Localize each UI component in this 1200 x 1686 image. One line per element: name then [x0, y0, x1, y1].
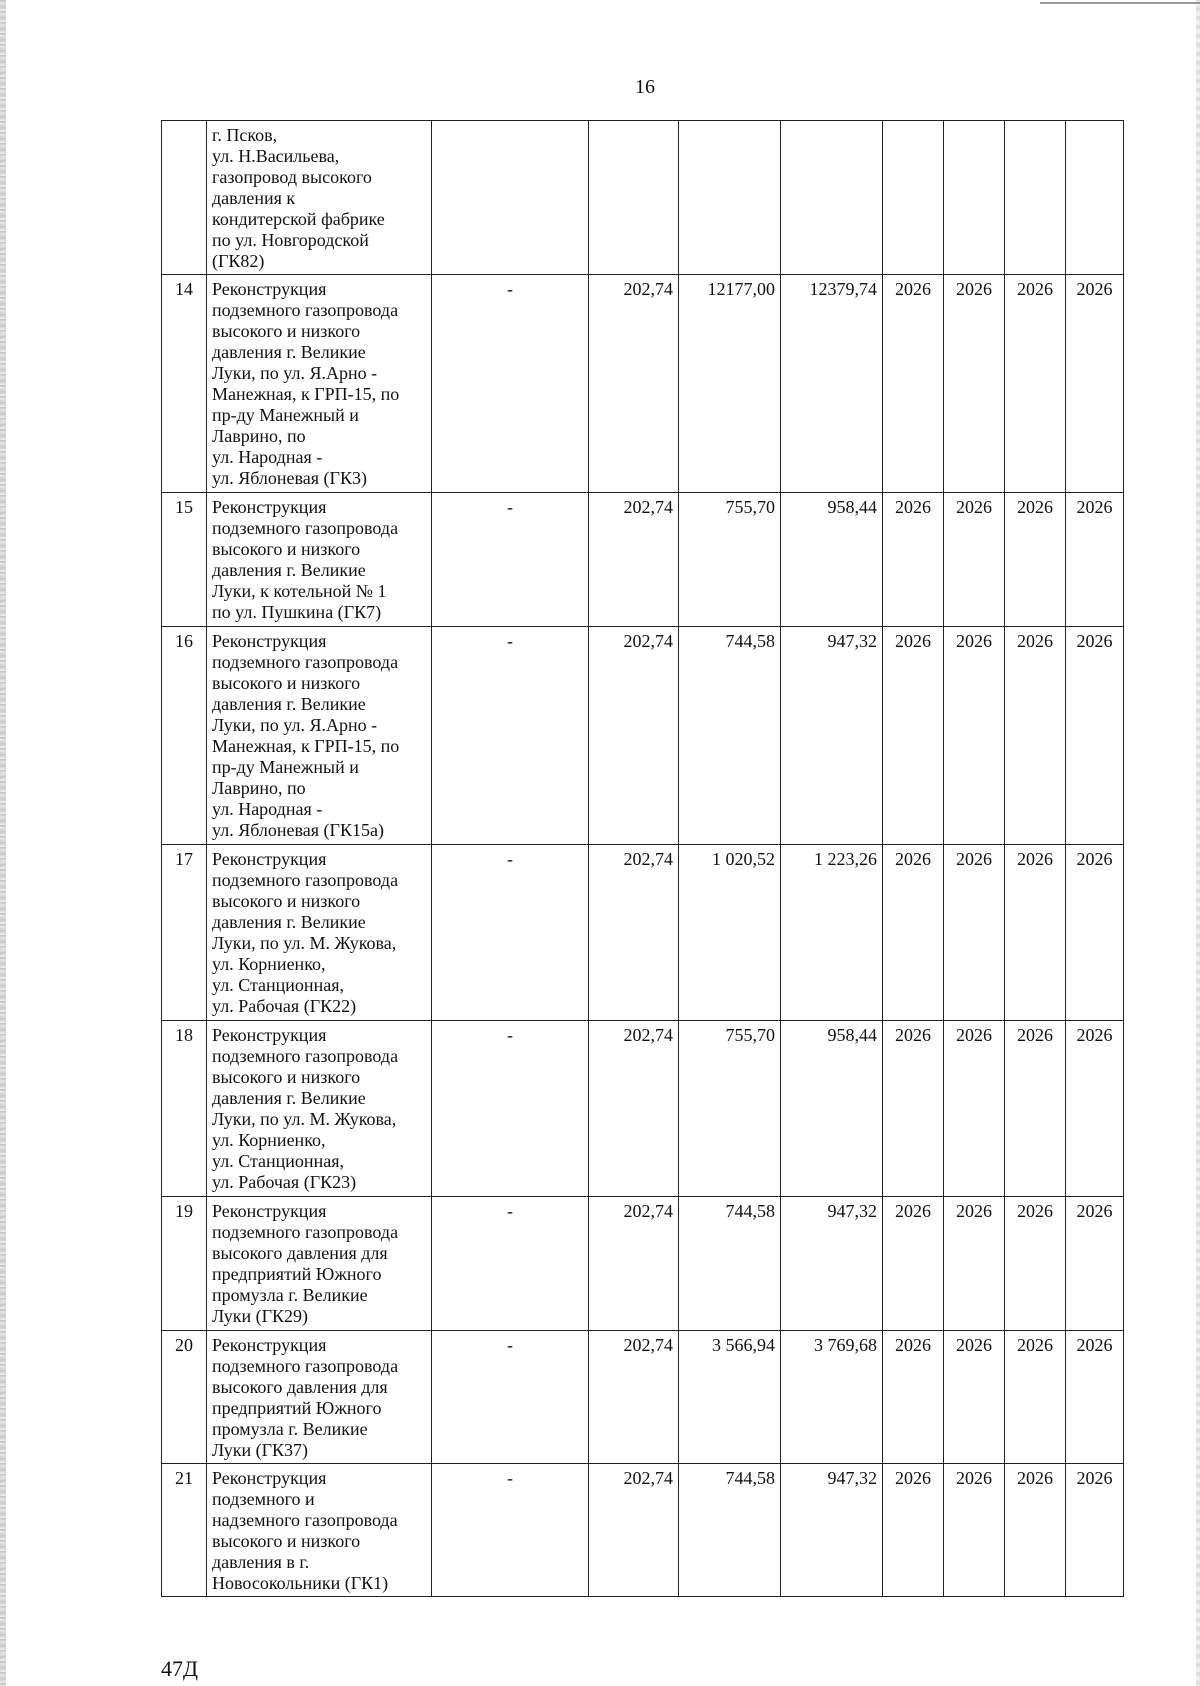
object-name-cell	[207, 845, 432, 1021]
object-name-line: высокого и низкого	[212, 673, 361, 693]
year-cell-1: 2026	[883, 275, 944, 493]
table-row	[162, 493, 1124, 627]
object-name-line: Реконструкция	[212, 279, 327, 299]
row-number-cell: 16	[162, 627, 207, 845]
object-name-line: Луки, к котельной № 1	[212, 581, 387, 601]
year-cell-1: 2026	[883, 1464, 944, 1597]
object-name-line: давления г. Великие	[212, 912, 366, 932]
scan-right-edge	[1196, 0, 1200, 1686]
year-cell-2: 2026	[944, 1464, 1005, 1597]
row-number-cell: 14	[162, 275, 207, 493]
gas-pipeline-table	[161, 120, 1124, 1597]
object-name-cell	[207, 121, 432, 275]
dash-cell: -	[432, 845, 589, 1021]
object-name-line: высокого и низкого	[212, 1067, 361, 1087]
object-name-line: ул. Рабочая (ГК23)	[212, 1172, 357, 1192]
object-name-line: ул. Народная -	[212, 799, 323, 819]
object-name-line: Реконструкция	[212, 1025, 327, 1045]
year-cell-4: 2026	[1066, 493, 1124, 627]
year-cell-1: 2026	[883, 1331, 944, 1464]
object-name-line: подземного и	[212, 1489, 315, 1509]
year-cell-3: 2026	[1005, 1021, 1066, 1197]
value-cell-2: 12177,00	[679, 275, 781, 493]
year-cell-1	[883, 121, 944, 275]
object-name-line: предприятий Южного	[212, 1264, 382, 1284]
dash-cell: -	[432, 275, 589, 493]
year-cell-2: 2026	[944, 627, 1005, 845]
year-cell-4: 2026	[1066, 1331, 1124, 1464]
year-cell-1: 2026	[883, 1197, 944, 1331]
dash-cell: -	[432, 1464, 589, 1597]
year-cell-4: 2026	[1066, 845, 1124, 1021]
object-name-line: подземного газопровода	[212, 1046, 399, 1066]
row-number-cell: 17	[162, 845, 207, 1021]
object-name-line: ул. Народная -	[212, 447, 323, 467]
object-name-line: (ГК82)	[212, 251, 265, 271]
dash-cell: -	[432, 627, 589, 845]
object-name-line: давления г. Великие	[212, 560, 366, 580]
object-name-line: давления в г.	[212, 1552, 310, 1572]
object-name-line: Реконструкция	[212, 631, 327, 651]
object-name-line: подземного газопровода	[212, 1356, 399, 1376]
year-cell-2: 2026	[944, 493, 1005, 627]
value-cell-2: 1 020,52	[679, 845, 781, 1021]
table-row	[162, 1021, 1124, 1197]
object-name-cell	[207, 1464, 432, 1597]
table-row	[162, 1464, 1124, 1597]
year-cell-3: 2026	[1005, 275, 1066, 493]
object-name-line: Луки, по ул. М. Жукова,	[212, 1109, 397, 1129]
year-cell-4: 2026	[1066, 1464, 1124, 1597]
dash-cell: -	[432, 1197, 589, 1331]
object-name-line: Луки, по ул. Я.Арно -	[212, 715, 378, 735]
object-name-line: ул. Корниенко,	[212, 1130, 326, 1150]
object-name-cell	[207, 1021, 432, 1197]
table-row	[162, 1331, 1124, 1464]
object-name-line: давления г. Великие	[212, 694, 366, 714]
year-cell-2: 2026	[944, 1331, 1005, 1464]
object-name-line: промузла г. Великие	[212, 1419, 368, 1439]
object-name-line: давления к	[212, 188, 296, 208]
value-total-cell: 12379,74	[781, 275, 883, 493]
object-name-line: подземного газопровода	[212, 518, 399, 538]
value-cell-1: 202,74	[589, 1331, 679, 1464]
object-name-line: Луки (ГК37)	[212, 1440, 309, 1460]
value-cell-2: 755,70	[679, 493, 781, 627]
value-cell-1: 202,74	[589, 1464, 679, 1597]
year-cell-3: 2026	[1005, 1464, 1066, 1597]
object-name-line: высокого давления для	[212, 1377, 388, 1397]
value-cell-1: 202,74	[589, 493, 679, 627]
year-cell-1: 2026	[883, 845, 944, 1021]
object-name-line: высокого и низкого	[212, 539, 361, 559]
dash-cell: -	[432, 1331, 589, 1464]
object-name-line: подземного газопровода	[212, 870, 399, 890]
object-name-line: Лаврино, по	[212, 426, 306, 446]
value-total-cell	[781, 121, 883, 275]
value-total-cell: 947,32	[781, 1464, 883, 1597]
table-row	[162, 627, 1124, 845]
object-name-cell	[207, 275, 432, 493]
object-name-line: ул. Н.Васильева,	[212, 146, 340, 166]
object-name-line: газопровод высокого	[212, 167, 372, 187]
dash-cell: -	[432, 493, 589, 627]
row-number-cell: 18	[162, 1021, 207, 1197]
object-name-line: Луки, по ул. М. Жукова,	[212, 933, 397, 953]
year-cell-3: 2026	[1005, 1197, 1066, 1331]
value-cell-2	[679, 121, 781, 275]
object-name-line: Реконструкция	[212, 1468, 327, 1488]
year-cell-2	[944, 121, 1005, 275]
year-cell-1: 2026	[883, 627, 944, 845]
value-cell-2: 744,58	[679, 1464, 781, 1597]
object-name-line: пр-ду Манежный и	[212, 405, 359, 425]
object-name-line: Новосокольники (ГК1)	[212, 1573, 389, 1593]
value-cell-1: 202,74	[589, 1197, 679, 1331]
year-cell-2: 2026	[944, 845, 1005, 1021]
object-name-line: ул. Яблоневая (ГК3)	[212, 468, 367, 488]
object-name-line: ул. Рабочая (ГК22)	[212, 996, 357, 1016]
object-name-line: подземного газопровода	[212, 1222, 399, 1242]
year-cell-2: 2026	[944, 1021, 1005, 1197]
value-total-cell: 958,44	[781, 1021, 883, 1197]
value-total-cell: 1 223,26	[781, 845, 883, 1021]
value-total-cell: 3 769,68	[781, 1331, 883, 1464]
object-name-line: по ул. Пушкина (ГК7)	[212, 602, 382, 622]
object-name-line: Луки, по ул. Я.Арно -	[212, 363, 378, 383]
object-name-line: высокого и низкого	[212, 321, 361, 341]
year-cell-1: 2026	[883, 493, 944, 627]
object-name-line: пр-ду Манежный и	[212, 757, 359, 777]
object-name-line: предприятий Южного	[212, 1398, 382, 1418]
row-number-cell: 19	[162, 1197, 207, 1331]
object-name-line: давления г. Великие	[212, 342, 366, 362]
value-cell-2: 755,70	[679, 1021, 781, 1197]
year-cell-3: 2026	[1005, 845, 1066, 1021]
year-cell-1: 2026	[883, 1021, 944, 1197]
object-name-line: высокого и низкого	[212, 891, 361, 911]
value-cell-1	[589, 121, 679, 275]
year-cell-4: 2026	[1066, 627, 1124, 845]
object-name-cell	[207, 493, 432, 627]
object-name-line: давления г. Великие	[212, 1088, 366, 1108]
object-name-line: Реконструкция	[212, 1335, 327, 1355]
object-name-line: надземного газопровода	[212, 1510, 398, 1530]
object-name-line: Луки (ГК29)	[212, 1306, 309, 1326]
object-name-line: г. Псков,	[212, 125, 278, 145]
year-cell-3: 2026	[1005, 493, 1066, 627]
table-row	[162, 1197, 1124, 1331]
object-name-line: промузла г. Великие	[212, 1285, 368, 1305]
object-name-line: Манежная, к ГРП-15, по	[212, 384, 400, 404]
year-cell-2: 2026	[944, 275, 1005, 493]
object-name-line: Реконструкция	[212, 497, 327, 517]
row-number-cell: 20	[162, 1331, 207, 1464]
object-name-line: по ул. Новгородской	[212, 230, 369, 250]
dash-cell	[432, 121, 589, 275]
value-cell-1: 202,74	[589, 1021, 679, 1197]
object-name-line: ул. Станционная,	[212, 1151, 344, 1171]
year-cell-3	[1005, 121, 1066, 275]
value-cell-2: 744,58	[679, 1197, 781, 1331]
object-name-line: подземного газопровода	[212, 300, 399, 320]
value-cell-2: 744,58	[679, 627, 781, 845]
object-name-line: Реконструкция	[212, 849, 327, 869]
object-name-line: Реконструкция	[212, 1201, 327, 1221]
year-cell-4: 2026	[1066, 1197, 1124, 1331]
object-name-line: подземного газопровода	[212, 652, 399, 672]
object-name-line: ул. Яблоневая (ГК15а)	[212, 820, 384, 840]
footer-code: 47Д	[161, 1656, 199, 1681]
table-row	[162, 275, 1124, 493]
value-cell-1: 202,74	[589, 845, 679, 1021]
page-number: 16	[635, 76, 655, 98]
year-cell-4: 2026	[1066, 1021, 1124, 1197]
year-cell-4: 2026	[1066, 275, 1124, 493]
object-name-line: ул. Корниенко,	[212, 954, 326, 974]
scan-left-edge	[0, 0, 6, 1686]
row-number-cell	[162, 121, 207, 275]
value-total-cell: 947,32	[781, 1197, 883, 1331]
object-name-line: высокого давления для	[212, 1243, 388, 1263]
object-name-line: кондитерской фабрике	[212, 209, 385, 229]
object-name-line: Лаврино, по	[212, 778, 306, 798]
row-number-cell: 21	[162, 1464, 207, 1597]
year-cell-4	[1066, 121, 1124, 275]
dash-cell: -	[432, 1021, 589, 1197]
object-name-cell	[207, 1331, 432, 1464]
value-cell-1: 202,74	[589, 275, 679, 493]
year-cell-2: 2026	[944, 1197, 1005, 1331]
object-name-line: ул. Станционная,	[212, 975, 344, 995]
scan-corner-mark	[1040, 2, 1200, 4]
row-number-cell: 15	[162, 493, 207, 627]
value-total-cell: 958,44	[781, 493, 883, 627]
year-cell-3: 2026	[1005, 627, 1066, 845]
object-name-line: высокого и низкого	[212, 1531, 361, 1551]
object-name-line: Манежная, к ГРП-15, по	[212, 736, 400, 756]
object-name-cell	[207, 1197, 432, 1331]
value-total-cell: 947,32	[781, 627, 883, 845]
value-cell-2: 3 566,94	[679, 1331, 781, 1464]
value-cell-1: 202,74	[589, 627, 679, 845]
year-cell-3: 2026	[1005, 1331, 1066, 1464]
object-name-cell	[207, 627, 432, 845]
table-row	[162, 845, 1124, 1021]
table-row	[162, 121, 1124, 275]
